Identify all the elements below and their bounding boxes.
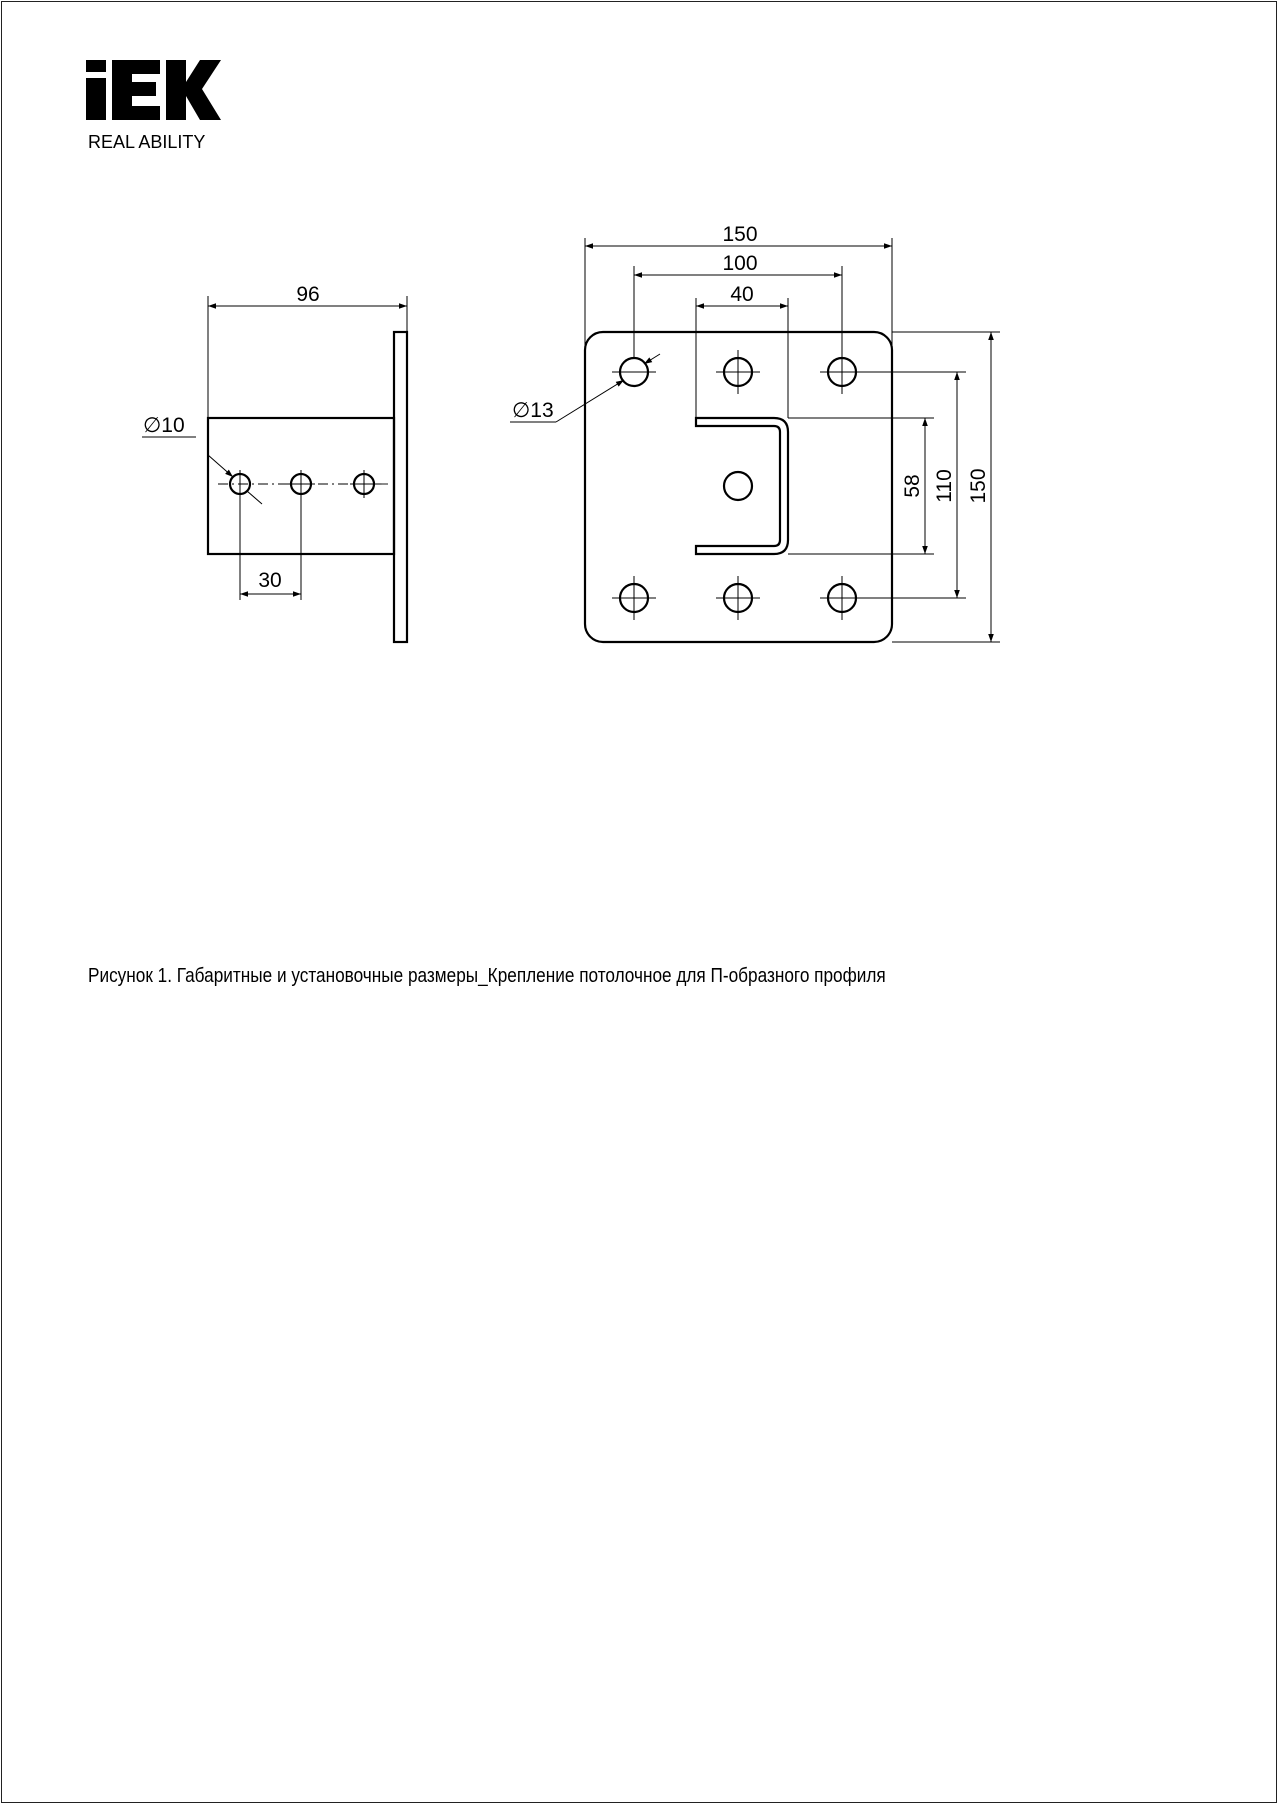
dim-plan-width: 150 [722, 223, 758, 246]
u-profile [696, 418, 788, 554]
figure-caption: Рисунок 1. Габаритные и установочные размеры_Крепление потолочное для П-образного профиля [88, 965, 886, 987]
side-view [142, 283, 407, 642]
brand-tagline: REAL ABILITY [88, 132, 206, 152]
dim-side-width: 96 [296, 283, 320, 306]
side-plate [394, 332, 407, 642]
dim-side-hole-spacing: 30 [258, 569, 282, 592]
dim-hole-spacing: 100 [722, 252, 758, 275]
dim-plan-height: 150 [967, 468, 990, 504]
technical-drawing [0, 0, 1280, 700]
dim-slot-width: 40 [730, 283, 754, 306]
dim-side-hole-diameter: ∅10 [143, 414, 185, 437]
plan-view [510, 223, 1000, 642]
dim-plan-hole-diameter: ∅13 [512, 399, 554, 422]
plan-holes [612, 350, 864, 620]
dim-slot-height: 58 [901, 474, 924, 498]
dim-hole-row-spacing: 110 [933, 469, 956, 503]
center-hole [724, 472, 752, 500]
